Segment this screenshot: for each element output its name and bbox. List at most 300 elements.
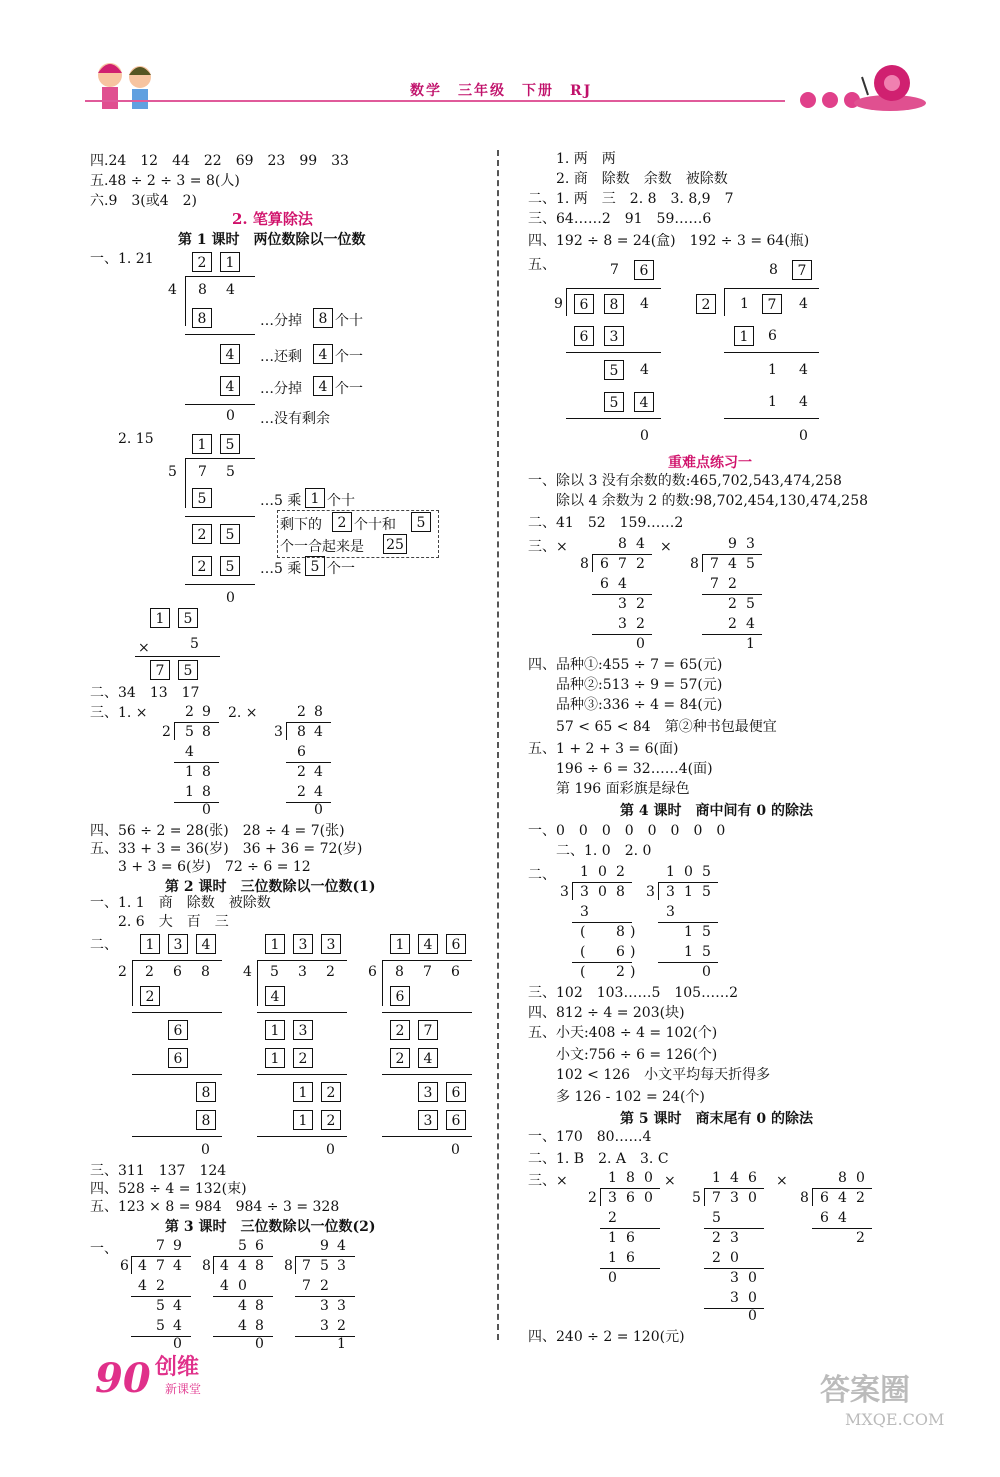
header-dot [822, 92, 838, 108]
divisor: 4 [243, 964, 252, 980]
digit: 6 [626, 1230, 635, 1246]
answer-line: 四、812 ÷ 4 = 203(块) [528, 1005, 685, 1021]
answer-box: 7 [762, 294, 782, 314]
answer-line: 一、1. 1 商 除数 被除数 [90, 895, 271, 911]
digit: 7 [423, 964, 432, 980]
digit: 6 [820, 1190, 829, 1206]
remainder: 0 [201, 1142, 210, 1158]
quotient-box: 5 [220, 434, 240, 454]
answer-line: 2. 15 [118, 431, 154, 447]
answer-box: 4 [634, 392, 654, 412]
digit: 3 [560, 884, 569, 900]
digit: 0 [598, 884, 607, 900]
answer-box: 4 [220, 376, 240, 396]
answer-line: 四、品种①:455 ÷ 7 = 65(元) [528, 657, 723, 673]
digit: 4 [746, 616, 755, 632]
note: 个一 [335, 349, 363, 365]
digit: 9 [202, 704, 211, 720]
digit: 4 [173, 1318, 182, 1334]
answer-box: 5 [604, 360, 624, 380]
digit: ) [630, 964, 636, 980]
remainder: 0 [640, 428, 649, 444]
digit: 5 [156, 1318, 165, 1334]
answer-line: 一、170 80……4 [528, 1129, 652, 1145]
section-title: 重难点练习一 [668, 455, 752, 471]
multiplier: 5 [190, 636, 199, 652]
answer-box: 4 [313, 344, 333, 364]
digit: ) [630, 944, 636, 960]
digit: 2 [856, 1230, 865, 1246]
digit: 2 [156, 1278, 165, 1294]
answer-line: 1. 两 两 [556, 151, 616, 167]
digit: 1 [684, 944, 693, 960]
answer-line: 三、1. × [90, 705, 148, 721]
answer-line: 品种③:336 ÷ 4 = 84(元) [556, 697, 723, 713]
answer-box: 2 [293, 1048, 313, 1068]
quotient-box: 3 [168, 934, 188, 954]
dividend-digit: 4 [226, 282, 235, 298]
digit: 0 [644, 1190, 653, 1206]
note: 剩下的 [280, 517, 322, 533]
division-753 [282, 1236, 362, 1356]
division-672 [580, 536, 660, 656]
digit: 4 [799, 362, 808, 378]
answer-box: 2 [192, 524, 212, 544]
divisor: 4 [168, 282, 177, 298]
digit: 8 [255, 1258, 264, 1274]
answer-line: 一、0 0 0 0 0 0 0 0 [528, 823, 726, 839]
digit: 1 [580, 864, 589, 880]
quotient-box: 1 [390, 934, 410, 954]
digit: 3 [730, 1290, 739, 1306]
digit: 3 [730, 1190, 739, 1206]
answer-line: × [776, 1173, 788, 1189]
divisor-box: 2 [696, 294, 716, 314]
division-448 [200, 1236, 280, 1356]
answer-line: 小文:756 ÷ 6 = 126(个) [556, 1047, 718, 1063]
remainder: 0 [326, 1142, 335, 1158]
digit: 0 [644, 1170, 653, 1186]
digit: 2 [297, 704, 306, 720]
answer-line: 除以 4 余数为 2 的数:98,702,454,130,474,258 [556, 493, 869, 509]
answer-box: 5 [220, 524, 240, 544]
digit: 0 [202, 802, 211, 818]
lesson-title: 第 5 课时 商末尾有 0 的除法 [620, 1111, 813, 1127]
times-sign: × [138, 640, 150, 656]
division-268 [115, 932, 225, 1162]
digit: 3 [580, 904, 589, 920]
answer-line: 57 < 65 < 84 第②种书包最便宜 [556, 719, 777, 735]
answer-box: 8 [313, 308, 333, 328]
answer-line: × [664, 1173, 676, 1189]
answer-line: 二、1. 0 2. 0 [556, 843, 652, 859]
digit: 2 [297, 764, 306, 780]
answer-line: 二、34 13 17 [90, 685, 200, 701]
digit: 8 [201, 964, 210, 980]
answer-line: 品种②:513 ÷ 9 = 57(元) [556, 677, 723, 693]
digit: 4 [220, 1278, 229, 1294]
remainder: 0 [799, 428, 808, 444]
answer-box: 4 [313, 376, 333, 396]
quotient-box: 1 [265, 934, 285, 954]
answer-box: 6 [446, 1110, 466, 1130]
answer-box: 8 [196, 1110, 216, 1130]
digit: 1 [608, 1230, 617, 1246]
note: 个十 [335, 313, 363, 329]
division-876 [365, 932, 475, 1162]
digit: 4 [138, 1258, 147, 1274]
quotient-box: 6 [446, 934, 466, 954]
answer-box: 6 [168, 1048, 188, 1068]
lesson-title: 第 3 课时 三位数除以一位数(2) [165, 1219, 376, 1235]
answer-line: 3 + 3 = 6(岁) 72 ÷ 6 = 12 [118, 859, 311, 875]
answer-box: 7 [150, 660, 170, 680]
answer-line: 二、 [528, 867, 556, 883]
division-684 [552, 258, 672, 448]
digit: 4 [314, 764, 323, 780]
digit: 8 [255, 1298, 264, 1314]
digit: 2 [320, 1278, 329, 1294]
answer-line: 五.48 ÷ 2 ÷ 3 = 8(人) [90, 173, 240, 189]
digit: 0 [856, 1170, 865, 1186]
answer-box: 1 [293, 1110, 313, 1130]
digit: 1 [666, 864, 675, 880]
digit: 4 [238, 1298, 247, 1314]
digit: 4 [173, 1298, 182, 1314]
digit: 5 [702, 944, 711, 960]
answer-line: 三、64……2 91 59……6 [528, 211, 712, 227]
digit: 7 [156, 1238, 165, 1254]
digit: ) [630, 924, 636, 940]
division-174 [694, 258, 824, 448]
digit: 8 [580, 556, 589, 572]
quotient-box: 7 [792, 260, 812, 280]
division-745 [690, 536, 770, 656]
digit: 3 [666, 904, 675, 920]
digit: 7 [710, 556, 719, 572]
watermark-url: MXQE.COM [845, 1410, 945, 1429]
answer-line: 五、小天:408 ÷ 4 = 102(个) [528, 1025, 718, 1041]
digit: 4 [636, 536, 645, 552]
division-642 [800, 1170, 880, 1270]
digit: 6 [768, 328, 777, 344]
division-84 [165, 250, 415, 430]
digit: 4 [138, 1278, 147, 1294]
answer-box: 1 [265, 1020, 285, 1040]
digit: 6 [600, 556, 609, 572]
note: 个十和 [354, 517, 396, 533]
answer-box: 5 [192, 488, 212, 508]
answer-line: 四、192 ÷ 8 = 24(盒) 192 ÷ 3 = 64(瓶) [528, 233, 810, 249]
girl-illustration [80, 55, 170, 125]
section-title: 2. 笔算除法 [232, 210, 313, 228]
digit: 8 [616, 884, 625, 900]
digit: 2 [608, 1210, 617, 1226]
digit: 7 [618, 556, 627, 572]
answer-box: 3 [604, 326, 624, 346]
digit: 2 [145, 964, 154, 980]
answer-box: 6 [390, 986, 410, 1006]
lesson-title: 第 1 课时 两位数除以一位数 [178, 232, 366, 248]
answer-line: 第 196 面彩旗是绿色 [556, 781, 690, 797]
digit: 8 [284, 1258, 293, 1274]
division-474 [118, 1236, 198, 1356]
division-308 [560, 864, 640, 984]
digit: 4 [238, 1318, 247, 1334]
digit: 7 [302, 1258, 311, 1274]
digit: 6 [626, 1250, 635, 1266]
answer-box: 2 [332, 512, 352, 532]
multiplication-check [135, 606, 235, 686]
digit: 2 [712, 1250, 721, 1266]
digit: 8 [202, 724, 211, 740]
digit: 8 [314, 704, 323, 720]
digit: 1 [608, 1170, 617, 1186]
digit: 8 [690, 556, 699, 572]
digit: 4 [799, 394, 808, 410]
digit: 3 [337, 1298, 346, 1314]
digit: 3 [666, 884, 675, 900]
digit: 4 [640, 296, 649, 312]
digit: 4 [185, 744, 194, 760]
digit: 3 [608, 1190, 617, 1206]
digit: 6 [120, 1258, 129, 1274]
answer-box: 4 [265, 986, 285, 1006]
digit: 8 [202, 1258, 211, 1274]
answer-box: 2 [390, 1048, 410, 1068]
digit: 6 [297, 744, 306, 760]
digit: ( [580, 924, 586, 940]
digit: 6 [616, 944, 625, 960]
answer-box: 4 [418, 1048, 438, 1068]
answer-line: 三、× [528, 539, 568, 555]
digit: 3 [580, 884, 589, 900]
answer-box: 6 [574, 294, 594, 314]
note: …还剩 [260, 349, 302, 365]
digit: 1 [337, 1336, 346, 1352]
digit: 3 [746, 536, 755, 552]
answer-box: 8 [196, 1082, 216, 1102]
answer-line: 六.9 3(或4 2) [90, 193, 198, 209]
digit: 3 [274, 724, 283, 740]
answer-box: 5 [178, 660, 198, 680]
dividend-digit: 5 [226, 464, 235, 480]
digit: 5 [702, 924, 711, 940]
answer-box: 25 [383, 534, 407, 554]
digit: 5 [238, 1238, 247, 1254]
answer-box: 5 [178, 608, 198, 628]
digit: 3 [618, 596, 627, 612]
digit: 0 [748, 1290, 757, 1306]
answer-box: 5 [305, 556, 325, 576]
answer-line: 2. 6 大 百 三 [118, 914, 229, 930]
page-number: 90 [95, 1355, 151, 1402]
digit: 2 [712, 1230, 721, 1246]
digit: 8 [618, 536, 627, 552]
answer-line: 五、123 × 8 = 984 984 ÷ 3 = 328 [90, 1199, 340, 1215]
answer-box: 6 [574, 326, 594, 346]
answer-box: 8 [604, 294, 624, 314]
digit: 5 [270, 964, 279, 980]
digit: 4 [220, 1258, 229, 1274]
digit: 2 [185, 704, 194, 720]
digit: ( [580, 964, 586, 980]
answer-box: 6 [446, 1082, 466, 1102]
division-315 [646, 864, 726, 984]
digit: 6 [173, 964, 182, 980]
digit: 0 [730, 1250, 739, 1266]
digit: 3 [320, 1298, 329, 1314]
digit: 7 [610, 262, 619, 278]
answer-box: 1 [734, 326, 754, 346]
digit: 2 [636, 556, 645, 572]
brand-logo: 创维 [155, 1354, 200, 1380]
digit: 2 [616, 964, 625, 980]
digit: 0 [173, 1336, 182, 1352]
digit: 4 [728, 556, 737, 572]
digit: 7 [302, 1278, 311, 1294]
digit: 1 [684, 924, 693, 940]
answer-box: 5 [411, 512, 431, 532]
digit: 1 [768, 394, 777, 410]
digit: 0 [314, 802, 323, 818]
divisor: 6 [368, 964, 377, 980]
remainder: 0 [226, 590, 235, 606]
digit: 1 [185, 784, 194, 800]
divisor: 2 [118, 964, 127, 980]
digit: 0 [608, 1270, 617, 1286]
digit: 3 [730, 1230, 739, 1246]
digit: ( [580, 944, 586, 960]
remainder: 0 [226, 408, 235, 424]
division-75 [165, 432, 455, 612]
digit: 4 [730, 1170, 739, 1186]
digit: 7 [712, 1190, 721, 1206]
quotient-box: 4 [418, 934, 438, 954]
digit: 2 [636, 616, 645, 632]
answer-line: 五、1 + 2 + 3 = 6(面) [528, 741, 679, 757]
answer-box: 3 [293, 1020, 313, 1040]
digit: 3 [337, 1258, 346, 1274]
digit: 1 [768, 362, 777, 378]
note: 个一 [335, 381, 363, 397]
answer-line: 多 126 - 102 = 24(个) [556, 1089, 705, 1105]
dividend-digit: 8 [198, 282, 207, 298]
digit: 5 [320, 1258, 329, 1274]
digit: 4 [838, 1210, 847, 1226]
division-84-by-3 [272, 702, 342, 822]
answer-box: 2 [321, 1110, 341, 1130]
header-dot [800, 92, 816, 108]
digit: 0 [748, 1270, 757, 1286]
answer-box: 5 [604, 392, 624, 412]
answer-line: 四.24 12 44 22 69 23 99 33 [90, 153, 349, 169]
column-divider [497, 150, 499, 1340]
digit: 2 [728, 596, 737, 612]
answer-box: 8 [192, 308, 212, 328]
digit: 8 [616, 924, 625, 940]
division-360 [588, 1170, 668, 1290]
lesson-title: 第 2 课时 三位数除以一位数(1) [165, 879, 376, 895]
digit: 6 [626, 1190, 635, 1206]
digit: 2 [297, 784, 306, 800]
division-730 [692, 1170, 772, 1330]
answer-box: 2 [140, 986, 160, 1006]
answer-line: 三、× [528, 1173, 568, 1189]
answer-line: × [660, 539, 672, 555]
digit: 3 [618, 616, 627, 632]
digit: 0 [748, 1190, 757, 1206]
digit: 3 [298, 964, 307, 980]
digit: 8 [202, 784, 211, 800]
remainder: 0 [451, 1142, 460, 1158]
answer-box: 1 [150, 608, 170, 628]
answer-box: 7 [418, 1020, 438, 1040]
division-532 [240, 932, 350, 1162]
digit: 2 [337, 1318, 346, 1334]
digit: 7 [710, 576, 719, 592]
digit: 1 [746, 636, 755, 652]
answer-line: 一、1. 21 [90, 251, 154, 267]
answer-box: 4 [220, 344, 240, 364]
answer-line: 2. 商 除数 余数 被除数 [556, 171, 728, 187]
digit: 1 [185, 764, 194, 780]
digit: 7 [156, 1258, 165, 1274]
answer-box: 3 [418, 1110, 438, 1130]
digit: 3 [646, 884, 655, 900]
digit: 2 [326, 964, 335, 980]
answer-line: 四、240 ÷ 2 = 120(元) [528, 1329, 685, 1345]
digit: 1 [684, 884, 693, 900]
digit: 9 [728, 536, 737, 552]
header-line [85, 100, 785, 102]
digit: 4 [838, 1190, 847, 1206]
digit: 0 [748, 1308, 757, 1324]
answer-line: 二、1. B 2. A 3. C [528, 1151, 669, 1167]
digit: 6 [255, 1238, 264, 1254]
division-58 [160, 702, 230, 822]
digit: 6 [748, 1170, 757, 1186]
answer-line: 2. × [228, 705, 258, 721]
digit: 0 [702, 964, 711, 980]
digit: 5 [746, 556, 755, 572]
digit: 4 [314, 724, 323, 740]
digit: 5 [702, 884, 711, 900]
answer-line: 二、41 52 159……2 [528, 515, 684, 531]
digit: 0 [636, 636, 645, 652]
digit: 8 [838, 1170, 847, 1186]
answer-line: 三、102 103……5 105……2 [528, 985, 738, 1001]
digit: 2 [588, 1190, 597, 1206]
digit: 5 [692, 1190, 701, 1206]
answer-box: 1 [265, 1048, 285, 1068]
answer-line: 一、 [90, 1241, 118, 1257]
divisor: 5 [168, 464, 177, 480]
digit: 4 [799, 296, 808, 312]
digit: 8 [297, 724, 306, 740]
digit: 6 [600, 576, 609, 592]
digit: 1 [740, 296, 749, 312]
digit: 2 [728, 616, 737, 632]
answer-box: 2 [390, 1020, 410, 1040]
digit: 5 [702, 864, 711, 880]
digit: 8 [800, 1190, 809, 1206]
header-title: 数学 三年级 下册 RJ [410, 83, 593, 99]
snail-illustration [850, 55, 930, 115]
digit: 2 [636, 596, 645, 612]
digit: 9 [173, 1238, 182, 1254]
quotient-box: 1 [140, 934, 160, 954]
